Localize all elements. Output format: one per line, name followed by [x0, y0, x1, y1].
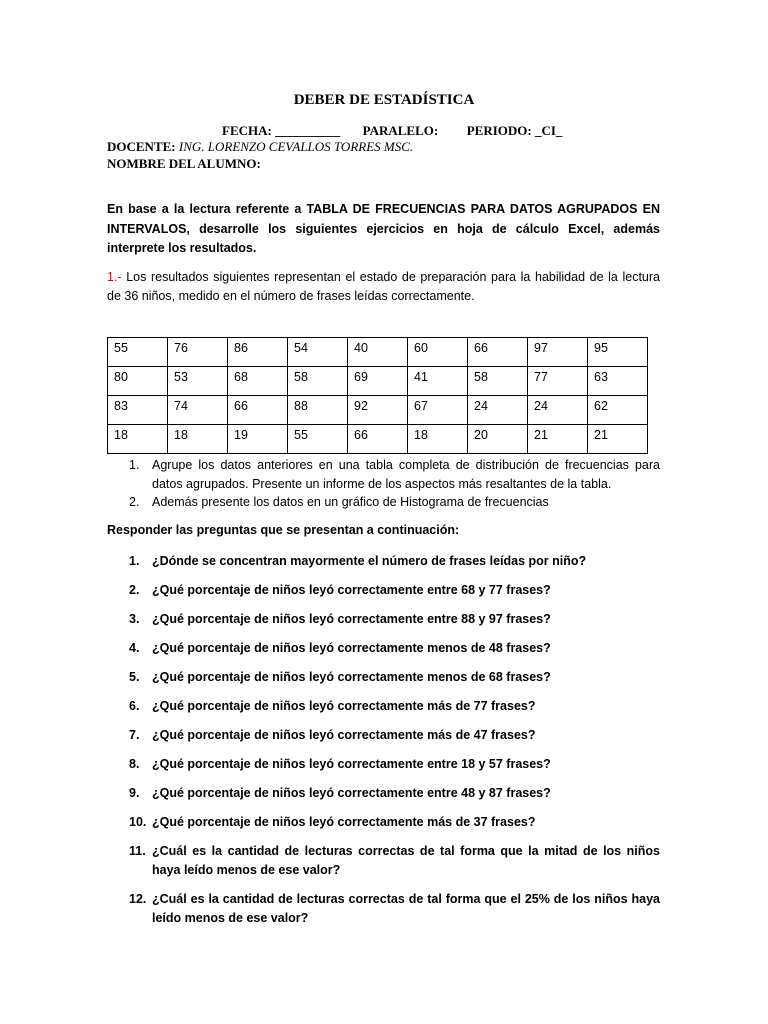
- list-item-text: ¿Qué porcentaje de niños leyó correctamente menos de 48 frases?: [152, 641, 551, 655]
- list-item: [107, 456, 660, 493]
- exercise-1-number: 1.-: [107, 270, 122, 284]
- table-cell-value: 76: [174, 341, 188, 355]
- fecha-field: FECHA: __________: [222, 123, 341, 138]
- table-cell-value: 86: [234, 341, 248, 355]
- list-item-number: 6.: [129, 699, 140, 713]
- table-cell-value: 66: [354, 428, 368, 442]
- table-cell: [348, 338, 408, 367]
- table-cell: [348, 396, 408, 425]
- table-cell-value: 21: [594, 428, 608, 442]
- table-cell-value: 63: [594, 370, 608, 384]
- table-cell: [108, 396, 168, 425]
- exercise-1-paragraph: [107, 268, 660, 305]
- table-cell: [588, 338, 648, 367]
- table-cell: [168, 338, 228, 367]
- exercise-1-text: Los resultados siguientes representan el estado de preparación para la habilidad de la lectura de 36 niños, medido en el número de frases leídas correctamente.: [107, 270, 660, 303]
- docente-name: ING. LORENZO CEVALLOS TORRES MSC.: [178, 139, 414, 154]
- table-cell-value: 62: [594, 399, 608, 413]
- intro-paragraph: En base a la lectura referente a TABLA DE FRECUENCIAS PARA DATOS AGRUPADOS EN INTERVALOS, desarrolle los siguientes ejercicios en hoja de cálculo Excel, además interprete los resultados.: [107, 202, 660, 255]
- table-cell-value: 41: [414, 370, 428, 384]
- table-cell: [288, 338, 348, 367]
- table-cell: [408, 396, 468, 425]
- table-cell: [288, 367, 348, 396]
- table-cell-value: 60: [414, 341, 428, 355]
- table-cell-value: 77: [534, 370, 548, 384]
- table-cell-value: 40: [354, 341, 368, 355]
- table-cell: [528, 338, 588, 367]
- table-cell: [228, 367, 288, 396]
- table-row: [108, 425, 648, 454]
- table-row: [108, 367, 648, 396]
- table-cell-value: 18: [414, 428, 428, 442]
- list-item-text: ¿Cuál es la cantidad de lecturas correctas de tal forma que la mitad de los niños haya leído menos de ese valor?: [152, 844, 660, 877]
- table-cell: [408, 425, 468, 454]
- list-item: [107, 755, 660, 774]
- table-cell: [168, 367, 228, 396]
- responder-heading: Responder las preguntas que se presentan a continuación:: [107, 523, 460, 537]
- table-cell: [468, 396, 528, 425]
- table-cell: [588, 425, 648, 454]
- table-cell-value: 66: [474, 341, 488, 355]
- table-cell: [528, 425, 588, 454]
- table-cell: [468, 367, 528, 396]
- list-item: [107, 726, 660, 745]
- list-item: [107, 493, 660, 512]
- list-item-text: ¿Qué porcentaje de niños leyó correctamente más de 77 frases?: [152, 699, 536, 713]
- table-cell: [408, 338, 468, 367]
- table-cell: [588, 367, 648, 396]
- list-item-number: 10.: [129, 815, 147, 829]
- list-item-text: ¿Qué porcentaje de niños leyó correctamente entre 68 y 77 frases?: [152, 583, 551, 597]
- table-cell-value: 67: [414, 399, 428, 413]
- list-item-number: 12.: [129, 892, 147, 906]
- header-meta-row: [222, 123, 562, 139]
- list-item-text: ¿Qué porcentaje de niños leyó correctamente entre 18 y 57 frases?: [152, 757, 551, 771]
- table-cell: [288, 396, 348, 425]
- list-item: [107, 813, 660, 832]
- table-cell-value: 83: [114, 399, 128, 413]
- list-item: [107, 842, 660, 880]
- table-cell-value: 95: [594, 341, 608, 355]
- data-table: [107, 337, 648, 454]
- table-row: [108, 396, 648, 425]
- table-cell: [168, 425, 228, 454]
- table-cell: [528, 396, 588, 425]
- list-item: [107, 668, 660, 687]
- table-cell-value: 88: [294, 399, 308, 413]
- table-cell-value: 18: [174, 428, 188, 442]
- list-item-text: ¿Cuál es la cantidad de lecturas correctas de tal forma que el 25% de los niños haya leído menos de ese valor?: [152, 892, 660, 925]
- list-item: [107, 552, 660, 571]
- list-item-number: 7.: [129, 728, 140, 742]
- task-list: [107, 456, 660, 512]
- list-item-number: 1.: [129, 458, 140, 472]
- table-cell-value: 55: [114, 341, 128, 355]
- document-title: DEBER DE ESTADÍSTICA: [293, 92, 475, 108]
- list-item-number: 8.: [129, 757, 140, 771]
- table-cell-value: 24: [474, 399, 488, 413]
- table-cell: [108, 367, 168, 396]
- list-item: [107, 610, 660, 629]
- list-item: [107, 697, 660, 716]
- table-cell: [288, 425, 348, 454]
- table-cell: [528, 367, 588, 396]
- alumno-label: NOMBRE DEL ALUMNO:: [107, 156, 261, 171]
- table-cell-value: 58: [294, 370, 308, 384]
- table-cell: [108, 425, 168, 454]
- list-item-number: 11.: [129, 844, 146, 858]
- table-cell: [168, 396, 228, 425]
- table-cell-value: 54: [294, 341, 308, 355]
- list-item-text: ¿Qué porcentaje de niños leyó correctamente entre 88 y 97 frases?: [152, 612, 551, 626]
- table-cell-value: 55: [294, 428, 308, 442]
- table-cell: [228, 425, 288, 454]
- list-item-text: ¿Qué porcentaje de niños leyó correctamente más de 47 frases?: [152, 728, 536, 742]
- list-item-text: ¿Qué porcentaje de niños leyó correctamente menos de 68 frases?: [152, 670, 551, 684]
- docente-label: DOCENTE:: [107, 139, 176, 154]
- list-item: [107, 581, 660, 600]
- question-list: [107, 552, 660, 938]
- table-cell-value: 92: [354, 399, 368, 413]
- table-cell-value: 69: [354, 370, 368, 384]
- list-item-text: ¿Qué porcentaje de niños leyó correctamente más de 37 frases?: [152, 815, 536, 829]
- list-item: [107, 784, 660, 803]
- table-cell-value: 19: [234, 428, 248, 442]
- table-cell-value: 66: [234, 399, 248, 413]
- table-cell-value: 53: [174, 370, 188, 384]
- table-cell: [468, 425, 528, 454]
- table-cell: [108, 338, 168, 367]
- periodo-field: PERIODO: _CI_: [466, 123, 563, 138]
- table-cell-value: 68: [234, 370, 248, 384]
- table-cell-value: 58: [474, 370, 488, 384]
- paralelo-field: PARALELO:: [362, 123, 439, 138]
- table-cell: [348, 367, 408, 396]
- table-cell: [228, 396, 288, 425]
- table-cell: [228, 338, 288, 367]
- table-row: [108, 338, 648, 367]
- list-item-text: ¿Dónde se concentran mayormente el número de frases leídas por niño?: [152, 554, 587, 568]
- list-item-text: ¿Qué porcentaje de niños leyó correctamente entre 48 y 87 frases?: [152, 786, 551, 800]
- list-item: [107, 639, 660, 658]
- table-cell-value: 24: [534, 399, 548, 413]
- table-cell: [588, 396, 648, 425]
- table-cell-value: 80: [114, 370, 128, 384]
- list-item-text: Agrupe los datos anteriores en una tabla completa de distribución de frecuencias para datos agrupados. Presente un informe de los aspectos más resaltantes de la tabla.: [152, 458, 660, 491]
- table-cell: [468, 338, 528, 367]
- list-item: [107, 890, 660, 928]
- list-item-text: Además presente los datos en un gráfico de Histograma de frecuencias: [152, 495, 549, 509]
- list-item-number: 2.: [129, 583, 140, 597]
- table-cell: [408, 367, 468, 396]
- table-cell: [348, 425, 408, 454]
- table-cell-value: 97: [534, 341, 548, 355]
- list-item-number: 1.: [129, 554, 140, 568]
- table-cell-value: 20: [474, 428, 488, 442]
- table-cell-value: 21: [534, 428, 548, 442]
- list-item-number: 9.: [129, 786, 140, 800]
- list-item-number: 4.: [129, 641, 140, 655]
- docente-line: [107, 139, 413, 155]
- list-item-number: 3.: [129, 612, 140, 626]
- list-item-number: 5.: [129, 670, 140, 684]
- table-cell-value: 74: [174, 399, 188, 413]
- list-item-number: 2.: [129, 495, 140, 509]
- table-cell-value: 18: [114, 428, 128, 442]
